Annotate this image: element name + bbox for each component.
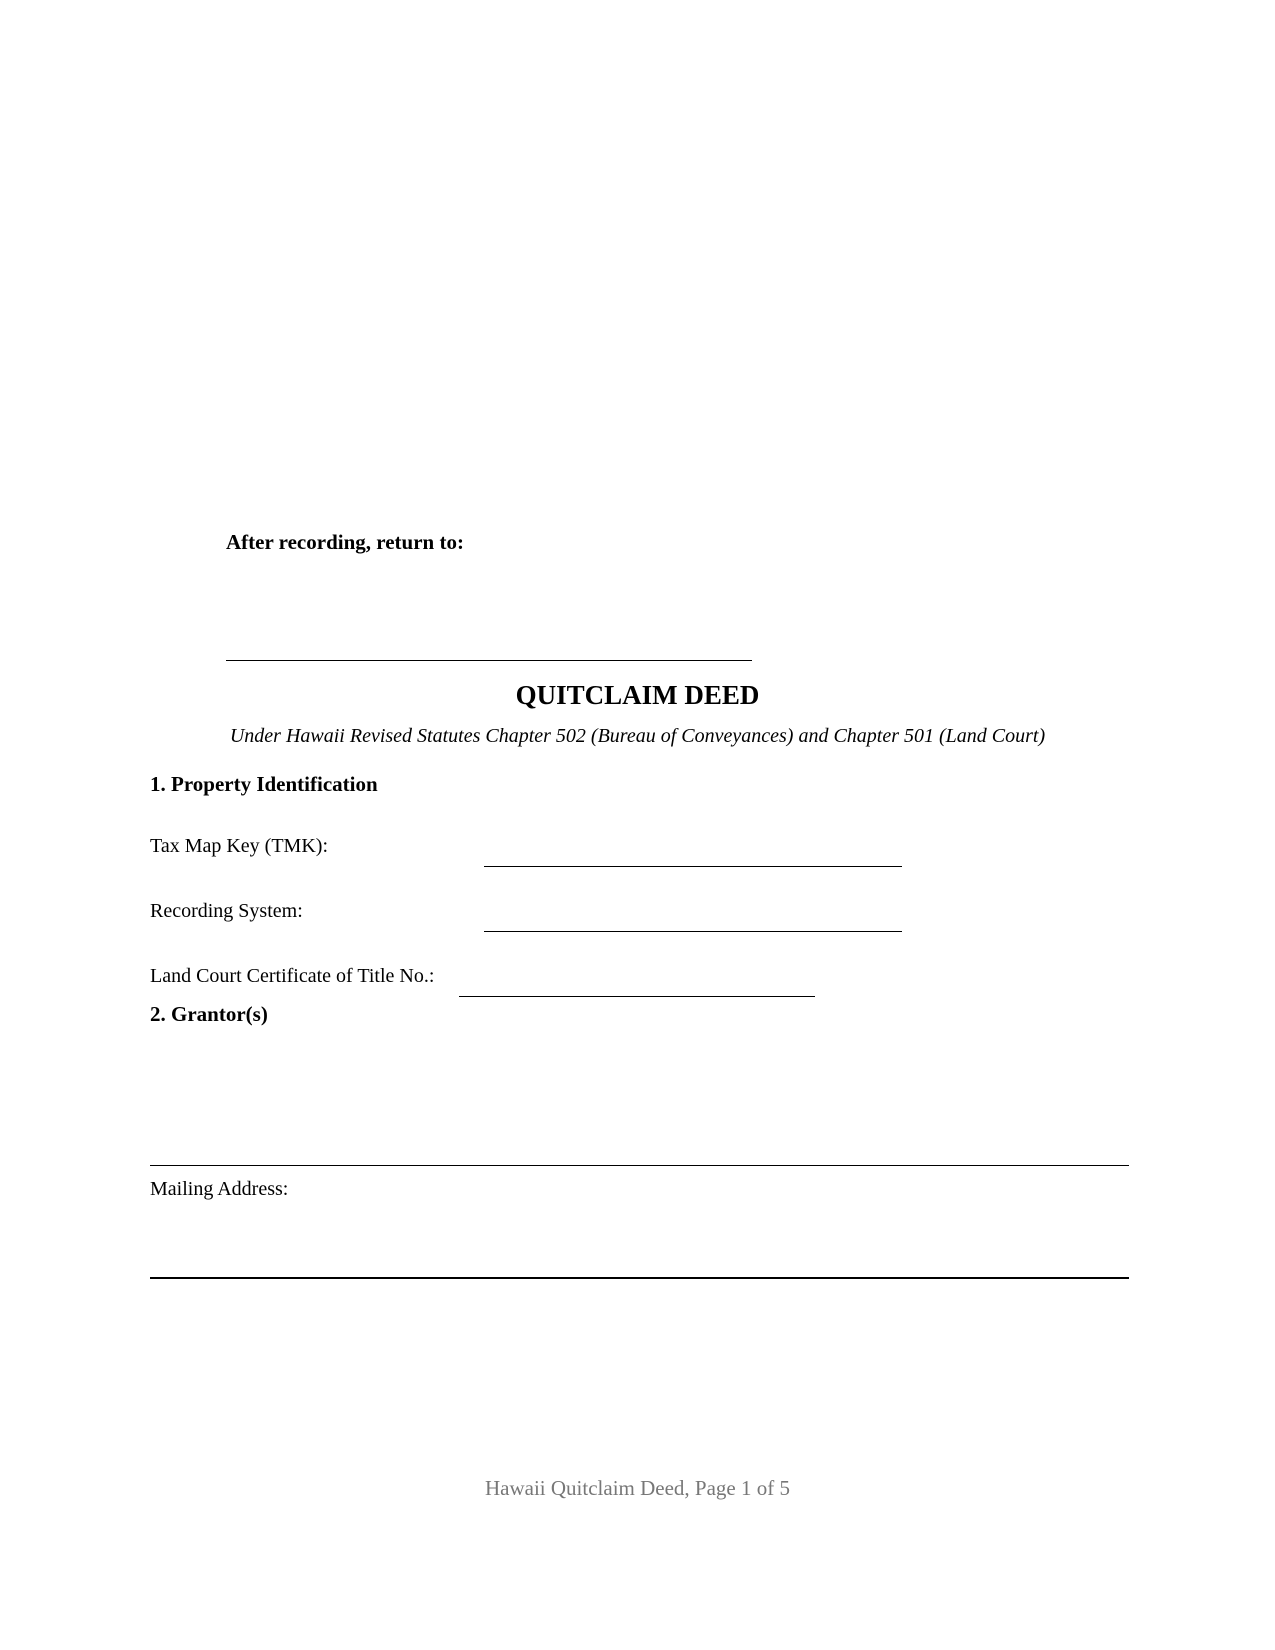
document-title: QUITCLAIM DEED [515, 680, 760, 710]
mailing-address-line[interactable] [150, 1277, 1129, 1279]
certificate-of-title-field-line[interactable] [459, 996, 815, 997]
grantor-name-line[interactable] [150, 1165, 1129, 1166]
page-footer: Hawaii Quitclaim Deed, Page 1 of 5 [485, 1476, 790, 1500]
section-heading-property: 1. Property Identification [150, 772, 378, 796]
tmk-field-line[interactable] [484, 866, 902, 867]
certificate-of-title-label: Land Court Certificate of Title No.: [150, 965, 435, 987]
return-address-line[interactable] [226, 660, 752, 661]
section-heading-grantor: 2. Grantor(s) [150, 1002, 268, 1026]
recording-system-field-line[interactable] [484, 931, 902, 932]
return-to-label: After recording, return to: [226, 530, 464, 554]
recording-system-label: Recording System: [150, 900, 303, 922]
document-subtitle: Under Hawaii Revised Statutes Chapter 502 (Bureau of Conveyances) and Chapter 501 (Land Court) [229, 725, 1046, 747]
tmk-label: Tax Map Key (TMK): [150, 835, 328, 857]
mailing-address-label: Mailing Address: [150, 1178, 289, 1200]
